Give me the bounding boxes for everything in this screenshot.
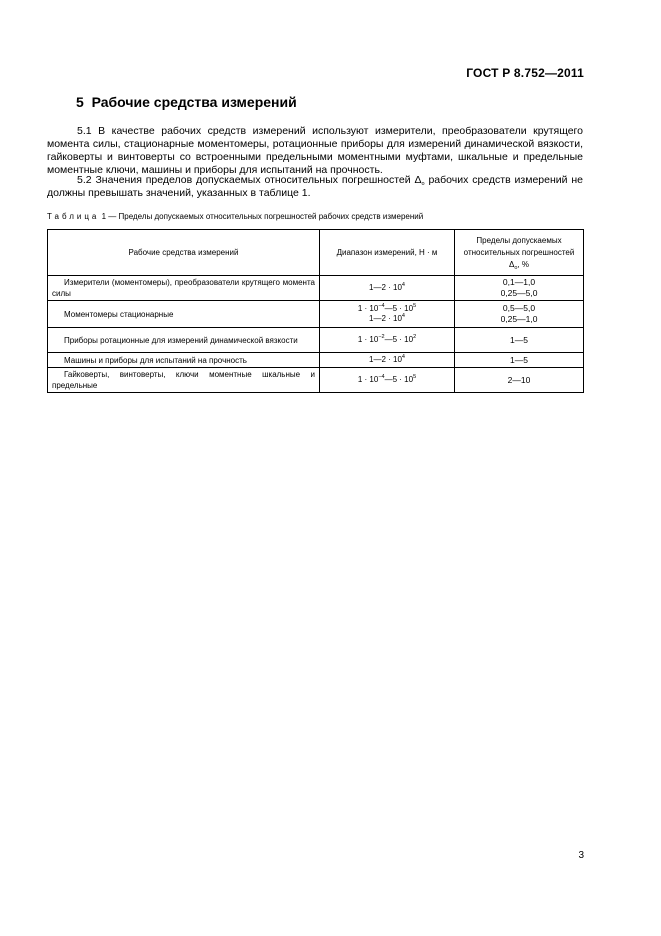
header-error-line2: относительных погрешностей: [463, 247, 575, 257]
paragraph-5-2: [47, 174, 583, 200]
range-exponent: 4: [401, 354, 405, 360]
range-exponent: 5: [413, 374, 417, 380]
range-value: 1 · 10: [357, 304, 379, 313]
range-exponent: −4: [378, 303, 385, 309]
document-code: ГОСТ Р 8.752—2011: [466, 66, 584, 80]
row-instrument-text: Гайковерты, винтоверты, ключи моментные шкальные и предельные: [52, 370, 315, 390]
row-range: [320, 301, 455, 328]
row-range: [320, 368, 455, 393]
row-range: [320, 353, 455, 368]
header-instruments: Рабочие средства измерений: [48, 230, 320, 276]
error-value: 0,25—5,0: [500, 288, 538, 298]
section-heading: [76, 94, 297, 110]
header-range: Диапазон измерений, Н · м: [320, 230, 455, 276]
table-row: [48, 301, 584, 328]
delta-subscript: о: [421, 181, 425, 187]
paragraph-5-2-text-a: 5.2 Значения пределов допускаемых относительных погрешностей: [77, 174, 415, 186]
row-range: [320, 276, 455, 301]
table-caption-label: Таблица: [47, 212, 100, 221]
row-instrument: [48, 276, 320, 301]
paragraph-5-1-text: 5.1 В качестве рабочих средств измерений используют измерители, преобразователи крутящего момента силы, стационарные моментомеры, ротационные приборы для измерений динамической вязкости, гайковерты и винтоверты со встроенными предельными моментными муфтами, шкальные и предельные моментные ключи, машины и приборы для испытаний на прочность.: [47, 125, 583, 176]
row-error: [455, 276, 584, 301]
table-row: [48, 353, 584, 368]
range-value: 1—2 · 10: [369, 355, 402, 364]
row-error: [455, 353, 584, 368]
range-exponent: 4: [401, 282, 405, 288]
table-caption-text: — Пределы допускаемых относительных погрешностей рабочих средств измерений: [106, 212, 424, 221]
error-value: 1—5: [510, 354, 528, 365]
range-value: —5 · 10: [384, 375, 414, 384]
section-number: 5: [76, 94, 84, 110]
paragraph-5-1: [47, 125, 583, 177]
row-instrument: [48, 368, 320, 393]
row-range: [320, 328, 455, 353]
header-delta: Δ: [509, 259, 515, 269]
range-exponent: 5: [413, 303, 417, 309]
header-unit: , %: [517, 259, 529, 269]
table-header-row: [48, 230, 584, 276]
range-value: —5 · 10: [384, 304, 414, 313]
range-exponent: 4: [401, 313, 405, 319]
paragraph-5-2-text-b: рабочих средств измерений не должны превышать значений, указанных в таблице 1.: [47, 174, 584, 199]
table-caption: [47, 212, 423, 221]
range-value: 1—2 · 10: [369, 283, 402, 292]
row-instrument-text: Приборы ротационные для измерений динамической вязкости: [64, 335, 298, 345]
error-value: 2—10: [507, 374, 531, 385]
table-row: [48, 328, 584, 353]
row-instrument-text: Моментомеры стационарные: [64, 309, 174, 319]
error-limits-table: [47, 229, 584, 393]
table-caption-number: 1: [101, 212, 107, 221]
table-row: [48, 276, 584, 301]
range-value: 1 · 10: [357, 335, 379, 344]
error-value: 0,5—5,0: [502, 303, 536, 313]
row-instrument: [48, 301, 320, 328]
row-instrument: [48, 328, 320, 353]
row-instrument-text: Машины и приборы для испытаний на прочность: [64, 355, 247, 365]
range-value: 1—2 · 10: [369, 314, 402, 323]
range-exponent: 2: [413, 334, 417, 340]
header-delta-sub: о: [514, 264, 518, 271]
range-exponent: −2: [378, 334, 385, 340]
range-value: —5 · 10: [384, 335, 414, 344]
range-value: 1 · 10: [357, 375, 379, 384]
error-value: 0,25—1,0: [500, 314, 538, 324]
header-error-limits: [455, 230, 584, 276]
row-instrument-text: Измерители (моментомеры), преобразователи крутящего момента силы: [52, 278, 315, 298]
error-value: 0,1—1,0: [502, 277, 536, 287]
section-title: Рабочие средства измерений: [91, 94, 297, 110]
error-value: 1—5: [510, 334, 528, 345]
page-number: 3: [578, 850, 584, 861]
row-error: [455, 328, 584, 353]
row-instrument: [48, 353, 320, 368]
row-error: [455, 368, 584, 393]
header-error-line1: Пределы допускаемых: [476, 235, 562, 245]
table-row: [48, 368, 584, 393]
delta-symbol: Δ: [414, 174, 422, 186]
row-error: [455, 301, 584, 328]
range-exponent: −4: [378, 374, 385, 380]
